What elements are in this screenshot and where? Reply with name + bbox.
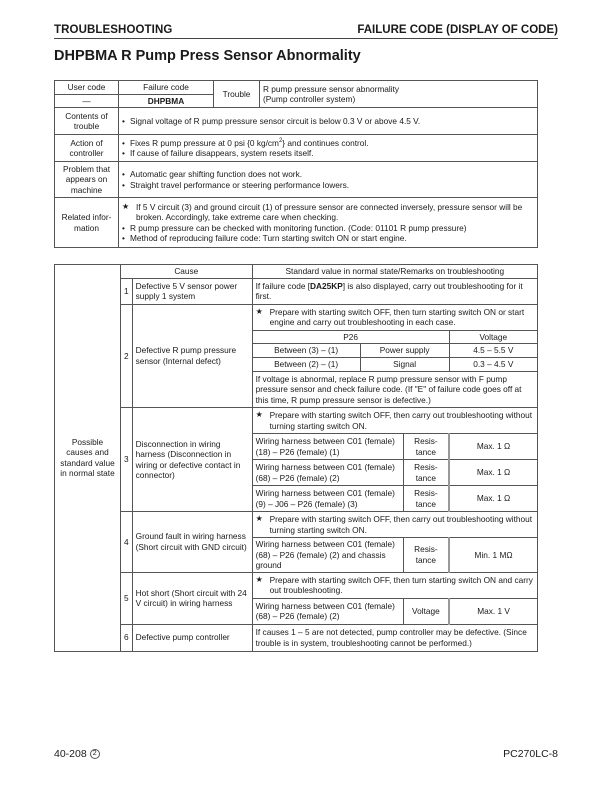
failure-code-value: DHPBMA [119, 94, 214, 108]
model-name: PC270LC-8 [503, 748, 558, 760]
user-code-value: — [55, 94, 119, 108]
related-info-value: ★ If 5 V circuit (3) and ground circuit (1) of pressure sensor are connected inversely, pressure sensor will be broken. Accordingly, take extreme care when checking. • R pump pressure can be checked with monitoring function. (Code: 01101 R pump pressure) • Method of reproducing failure code: Turn starting switch ON or start engine. [119, 198, 538, 248]
page-title: DHPBMA R Pump Press Sensor Abnormality [54, 48, 361, 64]
problem-value: • Automatic gear shifting function does not work. • Straight travel performance or steering performance lowers. [119, 162, 538, 198]
trouble-description: R pump pressure sensor abnormality (Pump controller system) [260, 81, 538, 108]
col-cause-header: Cause [121, 265, 253, 279]
col-standard-header: Standard value in normal state/Remarks on troubleshooting [252, 265, 537, 279]
section-title: TROUBLESHOOTING [54, 24, 173, 36]
contents-label: Contents of trouble [55, 108, 119, 135]
cause-row-2: 2 Defective R pump pressure sensor (Internal defect) ★ Prepare with starting switch OFF, then turn starting switch ON or start engine and carry out troubleshooting in each case. [55, 304, 538, 330]
page-header [54, 24, 558, 39]
cause-row-6: 6 Defective pump controller If causes 1 – 5 are not detected, pump controller may be defective. (Since trouble is in system, troubleshooting cannot be performed.) [55, 624, 538, 651]
related-info-label: Related infor-mation [55, 198, 119, 248]
action-value: • Fixes R pump pressure at 0 psi {0 $kg/cm^2$} and continues control. • If cause of failure disappears, system resets itself. [119, 135, 538, 162]
cause-row-1: 1 Defective 5 V sensor power supply 1 system If failure code [DA25KP] is also displayed, carry out troubleshooting for it first. [55, 278, 538, 304]
revision-icon: 2 [90, 749, 100, 759]
user-code-label: User code [55, 81, 119, 95]
causes-side-label: Possible causes and standard value in normal state [55, 265, 121, 652]
trouble-label: Trouble [214, 81, 260, 108]
cause-row-4: 4 Ground fault in wiring harness (Short circuit with GND circuit) ★ Prepare with starting switch OFF, then carry out troubleshooting without turning starting switch ON. [55, 512, 538, 538]
action-label: Action of controller [55, 135, 119, 162]
page-number: 40-208 2 [54, 748, 100, 760]
failure-code-label: Failure code [119, 81, 214, 95]
cause-row-3: 3 Disconnection in wiring harness (Disconnection in wiring or defective contact in connector) ★ Prepare with starting switch OFF, then carry out troubleshooting without turning starting switch ON. [55, 408, 538, 434]
subsection-title: FAILURE CODE (DISPLAY OF CODE) [357, 24, 558, 36]
problem-label: Problem that appears on machine [55, 162, 119, 198]
failure-summary-table [54, 80, 538, 248]
cause-1-remark: If failure code [DA25KP] is also displayed, carry out troubleshooting for it first. [252, 278, 537, 304]
contents-value: • Signal voltage of R pump pressure sensor circuit is below 0.3 V or above 4.5 V. [119, 108, 538, 135]
possible-causes-table: Possible causes and standard value in normal state Cause Standard value in normal state/Remarks on troubleshooting 1 Defective 5 V sensor power supply 1 system If failure code [DA25KP] is also displayed, carry out troubleshooting for it first. 2 Defective R pump pressure sensor (Internal defect) ★ Prepare with starting switch OFF, then turn starting switch ON or start engine and carry out troubleshooting in each case. P26 Voltage Between (3) – (1) Power supply 4.5 – 5.5 V Between (2) – (1) Signal 0.3 – 4.5 V If voltage is abnormal, replace R pump pressure sensor with F pump pressure sensor and check failure code. (If "E" of failure code goes off at this time, R pump pressure sensor is defective.) 3 Disconnection in wiring harness (Disconnection in wiring or defective contact in connector) ★ Prepare with starting switch OFF, then carry out troubleshooting without turning starting switch ON. Wiring harness between C01 (female) (18) – P26 (female) (1) Resis-tance Max. 1 Ω Wiring harness between C01 (female) (68) – P26 (female) (2) Resis-tance Max. 1 Ω Wiring harness between C01 (female) (9) – J06 – P26 (female) (3) Resis-tance Max. 1 Ω 4 Ground fault in wiring harness (Short circuit with GND circuit) ★ Prepare with starting switch OFF, then carry out troubleshooting without turning starting switch ON. Wiring harness between C01 (female) (68) – P26 (female) (2) and chassis ground Resis-tance Min. 1 MΩ 5 Hot short (Short circuit with 24 V circuit) in wiring harness ★ Prepare with starting switch OFF, then turn starting switch ON and carry out troubleshooting. Wiring harness between C01 (female) (68) – P26 (female) (2) Voltage Max. 1 V 6 Defective pump controller If causes 1 – 5 are not detected, pump controller may be defective. (Since trouble is in system, troubleshooting cannot be performed.) [54, 264, 538, 652]
cause-row-5: 5 Hot short (Short circuit with 24 V circuit) in wiring harness ★ Prepare with starting switch OFF, then turn starting switch ON and carry out troubleshooting. [55, 572, 538, 598]
